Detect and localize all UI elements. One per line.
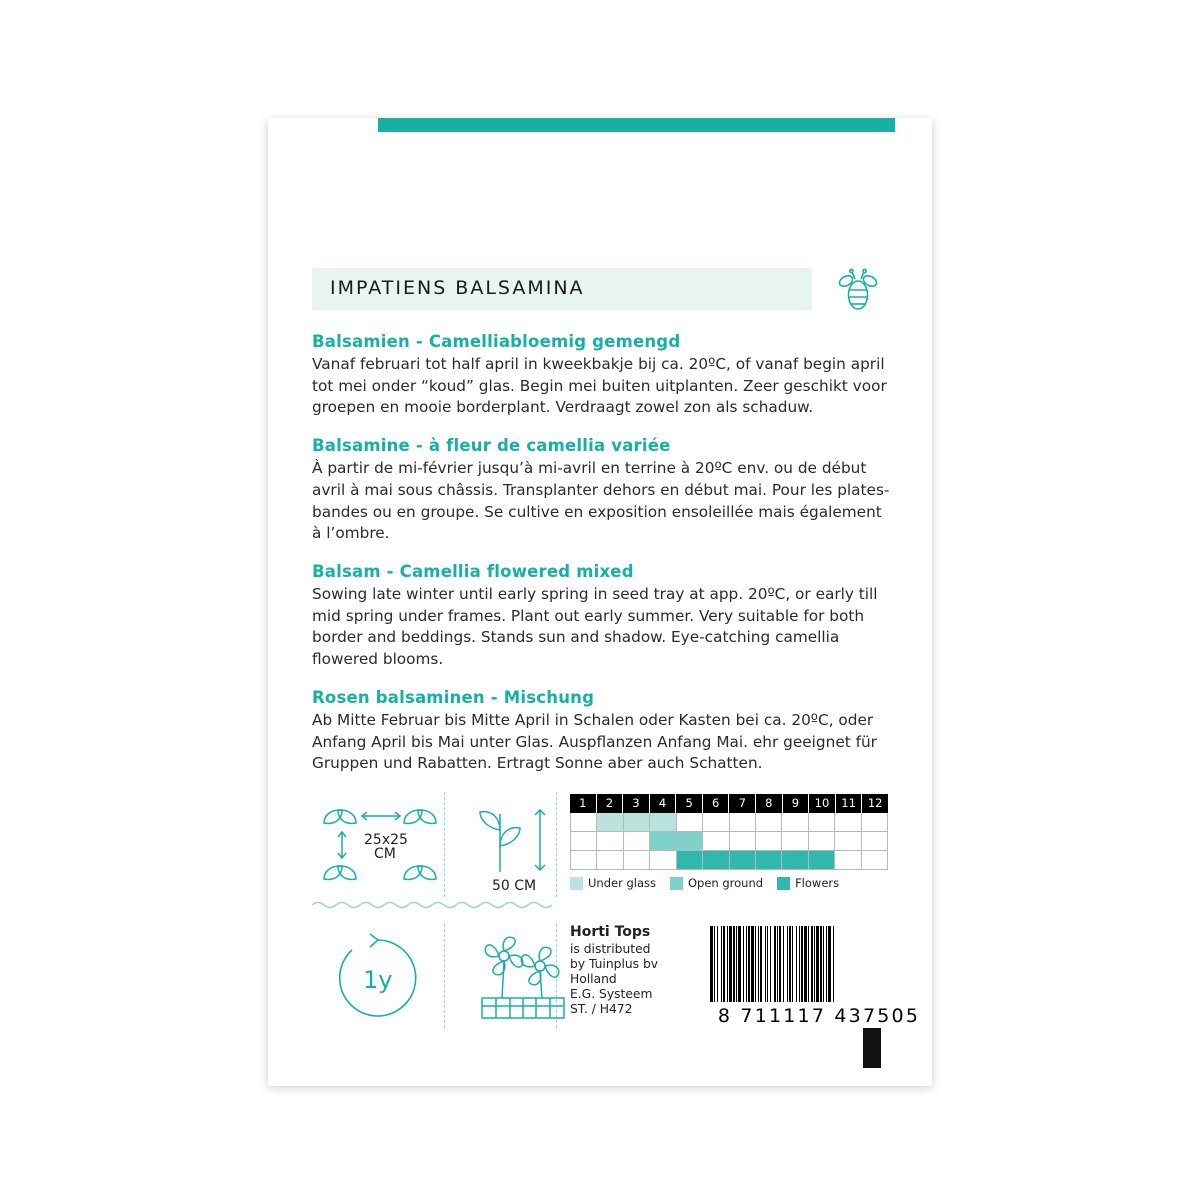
page-title: IMPATIENS BALSAMINA [330,277,585,299]
cycle-label: 1y [363,966,393,995]
spacing-label-line1: 25x25 [364,832,408,849]
divider-3 [444,924,445,1028]
calendar-row-flowers [570,851,888,870]
wavy-divider [312,900,556,910]
bee-icon [830,262,886,322]
spacing-label-line2: CM [374,846,396,863]
brand-line: ST. / H472 [570,1002,633,1017]
plant-height-icon [464,796,564,900]
calendar-month: 8 [756,794,783,813]
legend-swatch [670,877,683,890]
calendar-month: 10 [809,794,836,813]
title-row [312,268,892,310]
description-heading: Balsamien - Camelliabloemig gemengd [312,332,681,351]
height-label: 50 CM [492,878,537,895]
description-body: Sowing late winter until early spring in seed tray at app. 20ºC, or early till mid spring under frames. Plant out early summer. Very suitable for both border and beddings. Stands sun and shadow. Eye-catching camellia flowered blooms. [312,585,878,669]
barcode-bars [710,926,928,1002]
description-block-en [312,562,892,671]
plant-spacing-icon [320,796,440,900]
bottom-area [312,924,921,1044]
calendar-month: 7 [729,794,756,813]
description-body: Vanaf februari tot half april in kweekbakje bij ca. 20ºC, of vanaf begin april tot mei onder “koud” glas. Begin mei buiten uitplanten. Zeer geschikt voor groepen en mooie borderplant. Verdraagt zowel zon als schaduw. [312,355,887,417]
top-accent-bar [378,118,895,132]
calendar-row-under-glass [570,813,888,832]
legend-label: Under glass [588,876,656,891]
calendar-legend [570,876,888,890]
calendar-month: 11 [836,794,863,813]
divider-1 [444,792,445,897]
calendar-header [570,794,888,813]
legend-item-open-ground [670,876,763,890]
brand-line: E.G. Systeem [570,987,653,1002]
brand-line: is distributed [570,942,651,957]
brand-name: Horti Tops [570,924,651,941]
seed-packet-back [268,118,932,1086]
legend-label: Flowers [795,876,840,891]
description-block-fr [312,436,892,545]
calendar-row-open-ground [570,832,888,851]
calendar-month: 9 [783,794,810,813]
description-block-nl [312,332,892,419]
legend-swatch [777,877,790,890]
legend-label: Open ground [688,876,764,891]
description-block-de [312,688,892,775]
calendar-month: 6 [703,794,730,813]
legend-item-under-glass [570,876,656,890]
description-body: À partir de mi-février jusqu’à mi-avril en terrine à 20ºC env. ou de début avril à mai sous châssis. Transplanter dehors en début mai. Pour les plates-bandes ou en groupe. Se cultive en exposition ensoleillée mais également à l’ombre. [312,459,890,543]
calendar-month: 4 [650,794,677,813]
legend-swatch [570,877,583,890]
calendar-month: 2 [597,794,624,813]
brand-line: Holland [570,972,617,987]
barcode-number: 8 711117 437505 [717,1005,921,1028]
description-heading: Rosen balsaminen - Mischung [312,687,595,707]
description-body: Ab Mitte Februar bis Mitte April in Schalen oder Kasten bei ca. 20ºC, oder Anfang April bis Mai unter Glas. Auspflanzen Anfang Mai. ehr geeignet für Gruppen und Rabatten. Ertragt Sonne aber auch Schatten. [312,710,877,773]
brand-line: by Tuinplus bv [570,957,659,972]
calendar-month: 1 [570,794,597,813]
brand-info [570,924,658,1017]
description-heading: Balsam - Camellia flowered mixed [312,562,634,582]
calendar-month: 3 [623,794,650,813]
growing-info-area [312,792,892,902]
description-heading: Balsamine - à fleur de camellia variée [312,436,671,456]
packet-content [312,268,921,1044]
barcode [710,926,928,1027]
annual-cycle-icon [330,930,426,1030]
legend-item-flowers [777,876,839,890]
calendar-month: 5 [676,794,703,813]
sowing-calendar [570,794,888,890]
seed-tray-icon [468,930,578,1034]
calendar-month: 12 [867,796,883,811]
